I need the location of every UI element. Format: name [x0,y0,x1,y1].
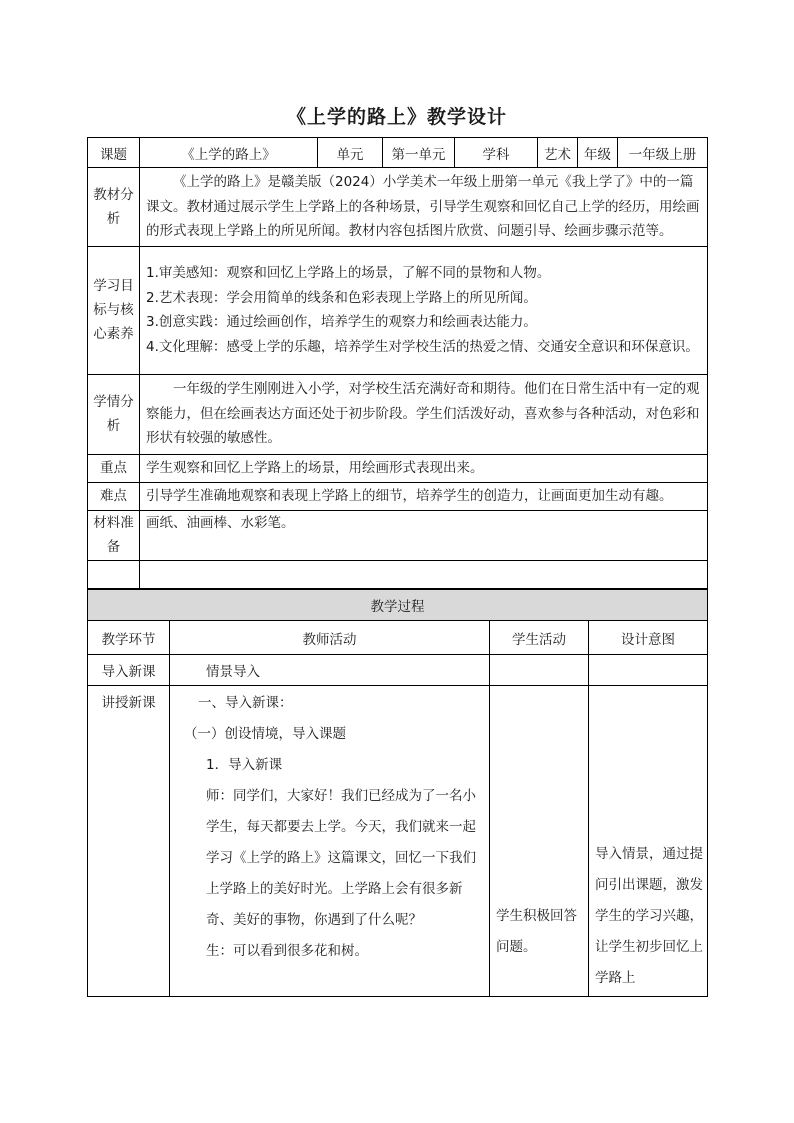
lecture-teacher [170,686,490,997]
difficulties-text: 引导学生准确地观察和表现上学路上的细节，培养学生的创造力，让画面更加生动有趣。 [140,482,708,510]
empty-cell [88,560,140,588]
grade-label: 年级 [578,138,618,168]
document-title: 《上学的路上》教学设计 [286,106,507,128]
lecture-row [88,686,708,997]
material-analysis-label: 教材分析 [88,168,140,247]
process-header-row [88,590,708,621]
intro-stage: 导入新课 [88,655,170,686]
teacher-line: 一、导入新课： [198,695,293,711]
column-student: 学生活动 [490,621,589,655]
intro-intent [589,655,708,686]
empty-cell [140,560,708,588]
difficulties-row [88,482,708,510]
unit-label: 单元 [318,138,383,168]
objectives-row [88,246,708,374]
teacher-line: 1．导入新课 [206,757,283,773]
objectives-list [140,246,708,374]
objective-item: 4.文化理解：感受上学的乐趣，培养学生对学校生活的热爱之情、交通安全意识和环保意识。 [146,338,699,355]
subject-label: 学科 [455,138,538,168]
student-analysis-text: 一年级的学生刚刚进入小学，对学校生活充满好奇和期待。他们在日常生活中有一定的观察能力，但在绘画表达方面还处于初步阶段。学生们活泼好动，喜欢参与各种活动，对色彩和形状有较强的敏感性。 [140,374,708,454]
column-stage: 教学环节 [88,621,170,655]
lecture-stage [88,686,170,997]
process-columns-row [88,621,708,655]
lecture-intent: 导入情景，通过提问引出课题，激发学生的学习兴趣，让学生初步回忆上学路上 [589,686,708,997]
key-points-text: 学生观察和回忆上学路上的场景，用绘画形式表现出来。 [140,454,708,482]
objective-item: 2.艺术表现：学会用简单的线条和色彩表现上学路上的所见所闻。 [146,289,537,306]
empty-row [88,560,708,588]
materials-label: 材料准备 [88,510,140,560]
column-teacher: 教师活动 [170,621,490,655]
key-points-label: 重点 [88,454,140,482]
materials-row [88,510,708,560]
key-points-row [88,454,708,482]
unit-value: 第一单元 [383,138,455,168]
lesson-value: 《上学的路上》 [140,138,318,168]
process-header: 教学过程 [88,590,708,621]
teacher-line: （一）创设情境，导入课题 [184,726,346,742]
objective-item: 3.创意实践：通过绘画创作，培养学生的观察力和绘画表达能力。 [146,314,537,330]
student-analysis-row [88,374,708,454]
lesson-info-table [87,137,708,589]
intro-teacher: 情景导入 [170,655,490,686]
lesson-label: 课题 [88,138,140,168]
teacher-paragraph: 师：同学们，大家好！我们已经成为了一名小学生，每天都要去上学。今天，我们就来一起学习《上学的路上》这篇课文，回忆一下我们上学路上的美好时光。上学路上会有很多新奇、美好的事物，你遇到了什么呢？ [206,788,476,928]
objective-item: 1.审美感知：观察和回忆上学路上的场景，了解不同的景物和人物。 [146,265,551,281]
teacher-line: 生：可以看到很多花和树。 [206,943,368,959]
difficulties-label: 难点 [88,482,140,510]
teaching-process-table [87,589,708,997]
grade-value: 一年级上册 [618,138,708,168]
intro-row [88,655,708,686]
info-row [88,138,708,168]
lecture-student: 学生积极回答问题。 [490,686,589,997]
objectives-label: 学习目标与核心素养 [88,246,140,374]
material-analysis-text: 《上学的路上》是赣美版（2024）小学美术一年级上册第一单元《我上学了》中的一篇课文。教材通过展示学生上学路上的各种场景，引导学生观察和回忆自己上学的经历，用绘画的形式表现上学路上的所见所闻。教材内容包括图片欣赏、问题引导、绘画步骤示范等。 [140,168,708,247]
student-analysis-label: 学情分析 [88,374,140,454]
subject-value: 艺术 [538,138,578,168]
column-intent: 设计意图 [589,621,708,655]
materials-text: 画纸、油画棒、水彩笔。 [140,510,708,560]
material-analysis-row [88,168,708,247]
intro-student [490,655,589,686]
lecture-stage-text: 讲授新课 [101,695,156,711]
